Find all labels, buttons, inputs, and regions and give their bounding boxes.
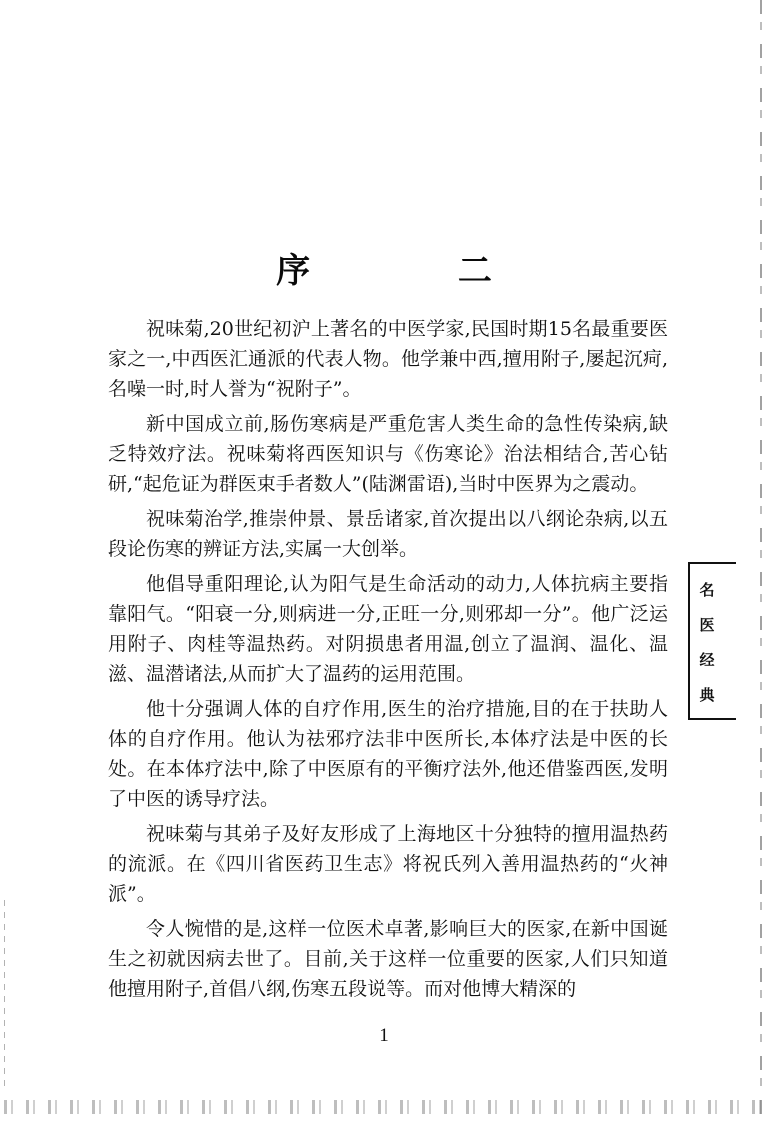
side-tab-char-2: 医 bbox=[699, 616, 715, 634]
paragraph-3: 祝味菊治学,推崇仲景、景岳诸家,首次提出以八纲论杂病,以五段论伤寒的辨证方法,实属一大创举。 bbox=[108, 508, 668, 560]
paragraph-4: 他倡导重阳理论,认为阳气是生命活动的动力,人体抗病主要指靠阳气。“阳衰一分,则病进一分,正旺一分,则邪却一分”。他广泛运用附子、肉桂等温热药。对阴损患者用温,创立了温润、温化、温滋、温潜诸法,从而扩大了温药的运用范围。 bbox=[108, 573, 668, 685]
scan-edge-left bbox=[4, 900, 5, 1090]
paragraph-6: 祝味菊与其弟子及好友形成了上海地区十分独特的擅用温热药的流派。在《四川省医药卫生志》将祝氏列入善用温热药的“火神派”。 bbox=[108, 823, 668, 905]
series-side-tab bbox=[688, 562, 724, 720]
body-text bbox=[108, 314, 668, 1004]
section-title: 序 二 bbox=[276, 250, 560, 291]
side-tab-char-4: 典 bbox=[699, 686, 715, 704]
scan-bottom-artifacts bbox=[4, 1100, 764, 1114]
paragraph-1: 祝味菊,20世纪初沪上著名的中医学家,民国时期15名最重要医家之一,中西医汇通派的代表人物。他学兼中西,擅用附子,屡起沉疴,名噪一时,时人誉为“祝附子”。 bbox=[108, 318, 668, 400]
paragraph-7: 令人惋惜的是,这样一位医术卓著,影响巨大的医家,在新中国诞生之初就因病去世了。目前,关于这样一位重要的医家,人们只知道他擅用附子,首倡八纲,伤寒五段说等。而对他博大精深的 bbox=[108, 918, 668, 1000]
paragraph-5: 他十分强调人体的自疗作用,医生的治疗措施,目的在于扶助人体的自疗作用。他认为祛邪疗法非中医所长,本体疗法是中医的长处。在本体疗法中,除了中医原有的平衡疗法外,他还借鉴西医,发明了中医的诱导疗法。 bbox=[108, 698, 668, 810]
tab-top-rule bbox=[724, 562, 736, 564]
side-tab-char-3: 经 bbox=[699, 651, 715, 669]
paragraph-2: 新中国成立前,肠伤寒病是严重危害人类生命的急性传染病,缺乏特效疗法。祝味菊将西医知识与《伤寒论》治法相结合,苦心钻研,“起危证为群医束手者数人”(陆渊雷语),当时中医界为之震动。 bbox=[108, 413, 668, 495]
page-number: 1 bbox=[379, 1025, 389, 1046]
tab-bottom-rule bbox=[724, 718, 736, 720]
scan-edge-right bbox=[760, 0, 762, 1122]
side-tab-char-1: 名 bbox=[699, 581, 715, 599]
